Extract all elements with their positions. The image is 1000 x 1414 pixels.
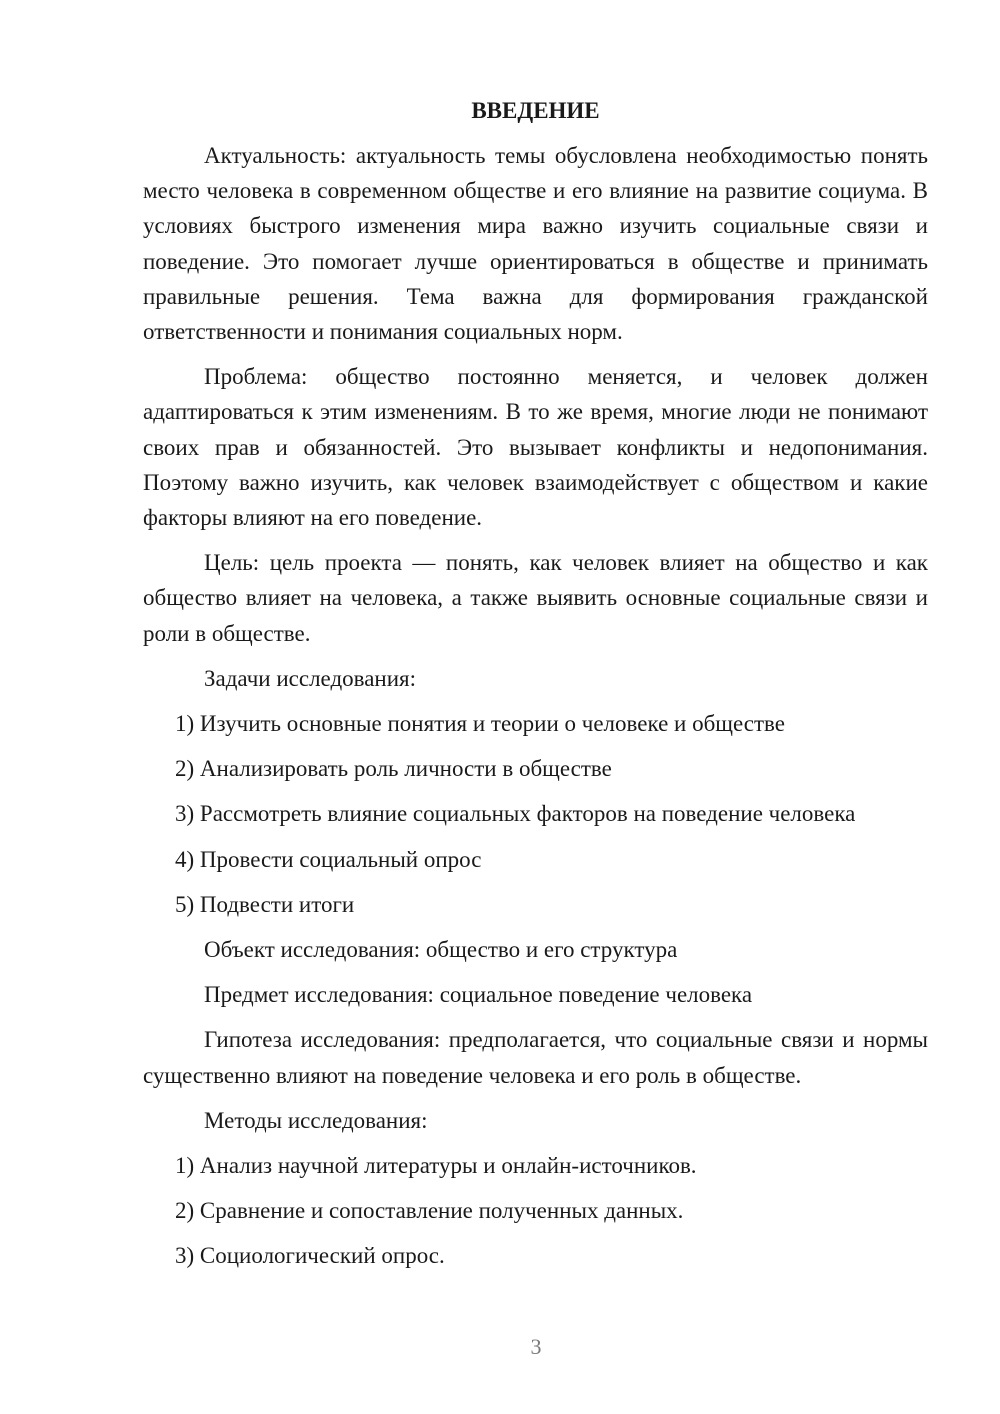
list-item: 2) Анализировать роль личности в обществе xyxy=(175,756,612,782)
research-subject: Предмет исследования: социальное поведение человека xyxy=(204,982,753,1008)
list-item: 2) Сравнение и сопоставление полученных данных. xyxy=(175,1198,684,1224)
list-item: 1) Анализ научной литературы и онлайн-источников. xyxy=(175,1153,697,1179)
document-page xyxy=(143,96,928,1284)
page-number: 3 xyxy=(530,1334,542,1359)
tasks-heading: Задачи исследования: xyxy=(204,665,417,691)
list-item: 5) Подвести итоги xyxy=(175,891,355,917)
page-title: ВВЕДЕНИЕ xyxy=(471,98,600,123)
goal-paragraph: Цель: цель проекта — понять, как человек влияет на общество и как общество влияет на человека, а также выявить основные социальные связи и роли в обществе. xyxy=(143,550,928,646)
hypothesis-paragraph: Гипотеза исследования: предполагается, что социальные связи и нормы существенно влияют на поведение человека и его роль в обществе. xyxy=(143,1027,928,1088)
relevance-paragraph: Актуальность: актуальность темы обусловлена необходимостью понять место человека в современном обществе и его влияние на развитие социума. В условиях быстрого изменения мира важно изучить социальные связи и поведение. Это помогает лучше ориентироваться в обществе и принимать правильные решения. Тема важна для формирования гражданской ответственности и понимания социальных норм. xyxy=(143,143,928,345)
methods-heading: Методы исследования: xyxy=(204,1107,428,1133)
list-item: 1) Изучить основные понятия и теории о человеке и обществе xyxy=(175,711,785,737)
problem-paragraph: Проблема: общество постоянно меняется, и человек должен адаптироваться к этим изменениям. В то же время, многие люди не понимают своих прав и обязанностей. Это вызывает конфликты и недопонимания. Поэтому важно изучить, как человек взаимодействует с обществом и какие факторы влияют на его поведение. xyxy=(143,364,928,531)
list-item: 4) Провести социальный опрос xyxy=(175,846,482,872)
list-item: 3) Социологический опрос. xyxy=(175,1243,445,1269)
list-item: 3) Рассмотреть влияние социальных факторов на поведение человека xyxy=(175,801,856,827)
research-object: Объект исследования: общество и его структура xyxy=(204,937,678,963)
